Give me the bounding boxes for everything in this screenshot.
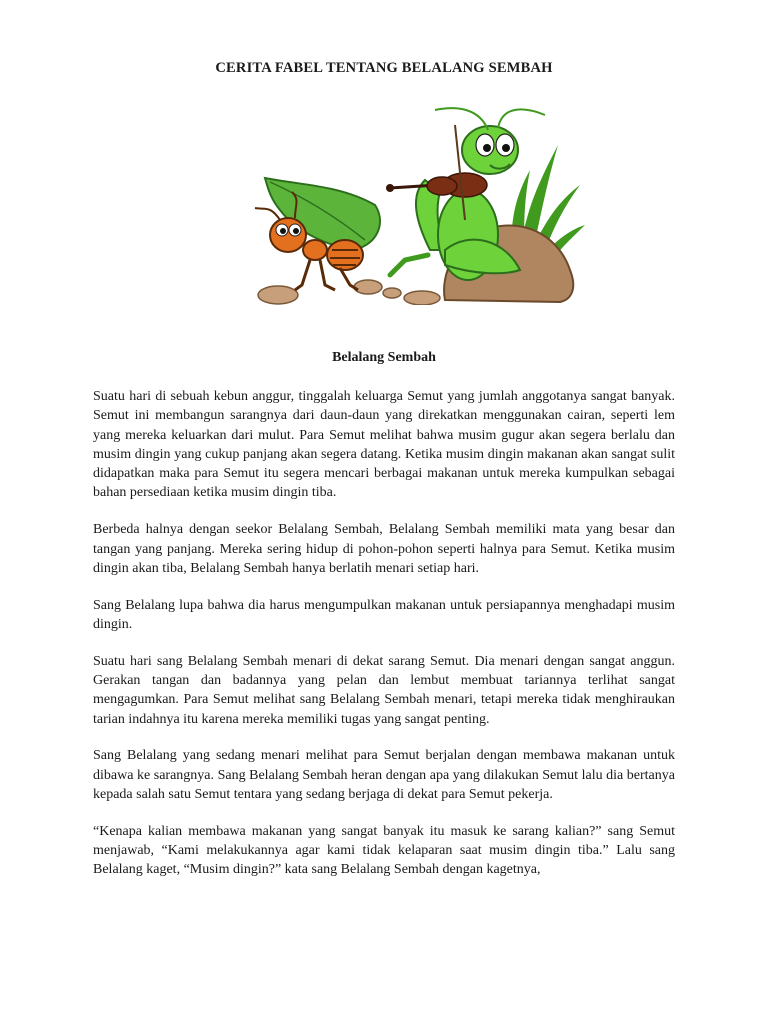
- story-body: [93, 387, 675, 897]
- ant-grasshopper-illustration: [240, 100, 590, 305]
- document-title: CERITA FABEL TENTANG BELALANG SEMBAH: [215, 60, 553, 76]
- paragraph: Sang Belalang lupa bahwa dia harus mengumpulkan makanan untuk persiapannya menghadapi musim dingin.: [93, 597, 675, 632]
- paragraph: “Kenapa kalian membawa makanan yang sangat banyak itu masuk ke sarang kalian?” sang Semut menjawab, “Kami melakukannya agar kami tidak kelaparan saat musim dingin tiba.” Lalu sang Belalang kaget, “Musim dingin?” kata sang Belalang Sembah dengan kagetnya,: [93, 823, 675, 878]
- paragraph: Berbeda halnya dengan seekor Belalang Sembah, Belalang Sembah memiliki mata yang besar dan tangan yang panjang. Mereka sering hidup di pohon-pohon seperti halnya para Semut. Ketika musim dingin akan tiba, Belalang Sembah hanya berlatih menari setiap hari.: [93, 522, 675, 576]
- paragraph: Suatu hari di sebuah kebun anggur, tinggalah keluarga Semut yang jumlah anggotanya sangat banyak. Semut ini membangun sarangnya dari daun-daun yang direkatkan menggunakan cairan, seperti lem yang mereka keluarkan dari mulut. Para Semut melihat bahwa musim gugur akan segera berlalu dan musim dingin yang cukup panjang akan segera datang. Ketika musim dingin makanan akan sangat sulit didapatkan maka para Semut itu segera mencari berbagai makanan untuk mereka kumpulkan sebagai bahan persediaan ketika musim dingin tiba.: [93, 389, 675, 501]
- ant-icon: [255, 178, 380, 290]
- paragraph: Suatu hari sang Belalang Sembah menari di dekat sarang Semut. Dia menari dengan sangat anggun. Gerakan tangan dan badannya yang pelan dan lembut membuat tariannya terlihat sangat mengagumkan. Para Semut melihat sang Belalang Sembah menari, tetapi mereka tidak menghiraukan tarian indahnya itu karena mereka memiliki tugas yang sangat penting.: [93, 653, 675, 727]
- story-subtitle: Belalang Sembah: [332, 350, 436, 365]
- paragraph: Sang Belalang yang sedang menari melihat para Semut berjalan dengan membawa makanan untuk dibawa ke sarangnya. Sang Belalang Sembah heran dengan apa yang dilakukan Semut lalu dia bertanya kepada salah satu Semut tentara yang sedang berjaga di dekat para Semut pekerja.: [93, 748, 675, 803]
